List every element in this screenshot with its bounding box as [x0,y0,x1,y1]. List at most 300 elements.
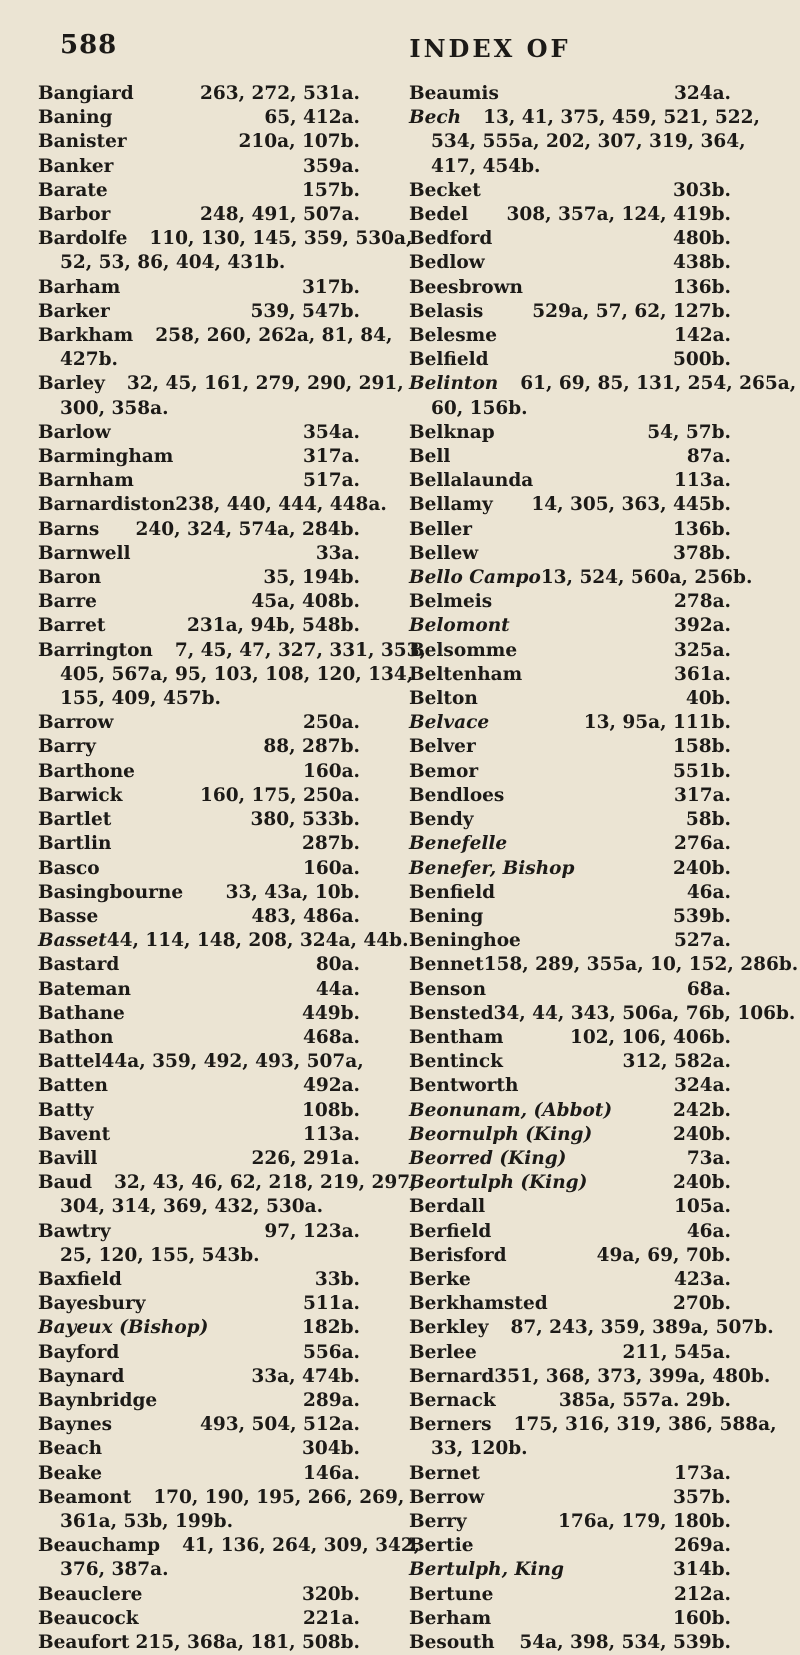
entry-references: 34, 44, 343, 506a, 76b, 106b. [493,1002,796,1024]
entry-references: 240b. [673,857,731,879]
entry-references: 44a, 359, 492, 493, 507a, [101,1051,364,1073]
index-entry [409,1534,731,1558]
entry-references: 438b. [673,252,731,274]
entry-name: Beonunam, (Abbot) [409,1099,613,1121]
entry-references: 113a. [673,470,731,492]
entry-name: Barmingham [38,446,174,468]
entry-name: Barbor [38,204,111,226]
index-entry-row [38,203,360,227]
entry-references: 160, 175, 250a. [199,784,360,806]
index-entry [38,784,360,808]
entry-continuation: 361a, 53b, 199b. [60,1510,234,1532]
index-entry-row [38,1413,360,1437]
index-entry [38,1389,360,1413]
index-entry [38,1171,417,1219]
index-entry-row [409,953,799,977]
entry-name: Beach [38,1438,103,1460]
index-entry-row [38,1292,360,1316]
index-entry-row [409,1026,731,1050]
index-column-right [409,82,799,1655]
index-entry-row [409,251,731,275]
entry-name: Bayesbury [38,1293,146,1315]
entry-name: Barnwell [38,542,131,564]
index-entry [409,1510,731,1534]
index-entry [409,832,731,856]
entry-name: Belmeis [409,591,493,613]
entry-name: Berfield [409,1220,492,1242]
entry-references: 80a. [315,954,360,976]
index-entry-row [38,1002,360,1026]
index-entry-row [409,300,731,324]
entry-name: Bayeux (Bishop) [38,1317,209,1339]
index-entry-row [38,1631,360,1655]
entry-references: 468a. [302,1026,360,1048]
entry-name: Becket [409,179,481,201]
entry-name: Barlow [38,421,111,443]
entry-references: 105a. [673,1196,731,1218]
entry-name: Bendloes [409,784,505,806]
index-entry [38,614,360,638]
index-entry [409,590,731,614]
index-entry [409,1316,774,1340]
index-entry [409,372,797,420]
entry-name: Barwick [38,784,123,806]
entry-name: Bernack [409,1389,496,1411]
entry-name: Bedlow [409,252,485,274]
entry-references: 308, 357a, 124, 419b. [506,204,731,226]
entry-references: 480b. [673,228,731,250]
index-entry [409,1413,777,1461]
index-entry [38,1220,360,1268]
index-entry [38,421,360,445]
entry-name: Bedford [409,228,493,250]
entry-name: Batty [38,1099,94,1121]
index-entry [409,1558,731,1582]
entry-name: Baynbridge [38,1389,158,1411]
entry-references: 113a. [302,1123,360,1145]
entry-name: Beller [409,518,472,540]
index-entry [409,1195,731,1219]
entry-references: 33b. [314,1268,360,1290]
index-entry [38,82,360,106]
entry-references: 32, 45, 161, 279, 290, 291, [126,373,404,395]
index-entry [38,711,360,735]
index-entry [409,639,731,663]
entry-references: 324a. [673,1075,731,1097]
entry-name: Barthone [38,760,135,782]
entry-references: 110, 130, 145, 359, 530a, [149,228,413,250]
index-entry-row [409,445,731,469]
entry-continuation: 300, 358a. [60,397,169,419]
index-entry-row [38,372,404,396]
entry-name: Bernard [409,1365,495,1387]
entry-references: 551b. [673,760,731,782]
index-entry-row [409,566,753,590]
entry-references: 392a. [673,615,731,637]
index-entry-row [38,1099,360,1123]
index-entry-row [38,978,360,1002]
index-entry [409,663,731,687]
index-entry-row [38,929,409,953]
entry-references: 317a. [673,784,731,806]
entry-name: Barrington [38,639,153,661]
entry-references: 269a. [673,1535,731,1557]
index-entry [38,590,360,614]
index-entry [38,1026,360,1050]
index-entry-row [38,735,360,759]
entry-references: 320b. [302,1583,360,1605]
index-entry [409,1462,731,1486]
index-entry-row [38,711,360,735]
entry-name: Bertie [409,1535,474,1557]
index-entry [38,1050,364,1074]
index-entry [409,493,731,517]
index-entry [38,1316,360,1340]
entry-references: 317b. [302,276,360,298]
entry-references: 380, 533b. [250,809,360,831]
entry-references: 354a. [302,421,360,443]
entry-references: 556a. [302,1341,360,1363]
entry-references: 317a. [302,446,360,468]
index-entry [38,1268,360,1292]
index-entry-row [38,227,413,251]
entry-name: Basset [38,930,107,952]
entry-references: 240, 324, 574a, 284b. [135,518,360,540]
index-entry-row [409,1050,731,1074]
entry-name: Berrow [409,1486,485,1508]
entry-references: 157b. [302,179,360,201]
index-entry [409,760,731,784]
entry-references: 539b. [673,905,731,927]
entry-references: 314b. [673,1559,731,1581]
entry-continuation: 304, 314, 369, 432, 530a. [60,1196,324,1218]
entry-references: 211, 545a. [622,1341,731,1363]
entry-continuation: 417, 454b. [431,155,541,177]
index-entry-row [409,808,731,832]
index-entry [38,445,360,469]
index-entry [409,881,731,905]
index-entry-row [38,445,360,469]
entry-references: 215, 368a, 181, 508b. [135,1632,360,1653]
entry-name: Baning [38,107,113,129]
entry-continuation: 33, 120b. [431,1438,528,1460]
entry-references: 210a, 107b. [238,131,360,153]
entry-references: 68a. [686,978,731,1000]
index-entry-row [409,1147,731,1171]
index-entry [409,324,731,348]
index-entry-row [38,1147,360,1171]
index-entry [38,1099,360,1123]
entry-name: Beaumis [409,83,499,104]
index-entry [38,324,393,372]
entry-references: 65, 412a. [264,107,360,129]
entry-name: Barkham [38,325,134,347]
entry-references: 287b. [302,833,360,855]
entry-references: 242b. [673,1099,731,1121]
entry-name: Beamont [38,1486,132,1508]
index-entry-row [38,518,360,542]
entry-continuation: 405, 567a, 95, 103, 108, 120, 134, [60,663,414,685]
index-entry [409,1486,731,1510]
entry-name: Barry [38,736,96,758]
index-entry [38,518,360,542]
entry-name: Belesme [409,325,497,347]
index-entry-row [38,1607,360,1631]
index-entry [409,106,760,179]
entry-references: 263, 272, 531a. [199,83,360,104]
index-entry [409,276,731,300]
entry-name: Benefer, Bishop [409,857,575,879]
entry-name: Beaucock [38,1607,139,1629]
index-entry-row [38,905,360,929]
index-entry-row [38,953,360,977]
entry-references: 182b. [302,1317,360,1339]
entry-references: 87, 243, 359, 389a, 507b. [510,1317,774,1339]
index-entry [38,832,360,856]
entry-references: 226, 291a. [251,1147,360,1169]
index-entry [38,227,413,275]
index-entry [38,953,360,977]
entry-references: 49a, 69, 70b. [596,1244,731,1266]
index-entry-row [409,1631,731,1655]
index-entry [409,1123,731,1147]
index-entry-row [409,348,731,372]
index-entry-row [38,760,360,784]
index-entry [38,1534,421,1582]
entry-references: 527a. [673,930,731,952]
index-entry-row [409,106,760,130]
index-entry [38,493,387,517]
index-entry-row [38,130,360,154]
entry-references: 13, 41, 375, 459, 521, 522, [483,107,760,129]
index-entry [38,1341,360,1365]
index-entry [409,711,731,735]
index-entry-row [38,614,360,638]
entry-name: Beorred (King) [409,1147,567,1169]
index-entry [38,1607,360,1631]
entry-references: 13, 524, 560a, 256b. [540,567,753,589]
index-entry-row [409,614,731,638]
entry-name: Bawtry [38,1220,111,1242]
entry-name: Bernet [409,1462,480,1484]
index-entry-row [409,784,731,808]
index-entry [38,1147,360,1171]
index-entry [409,1389,731,1413]
index-entry-row [38,493,387,517]
index-entry-row [38,566,360,590]
entry-references: 517a. [302,470,360,492]
entry-name: Belfield [409,349,489,371]
index-entry-row [409,1413,777,1437]
entry-name: Berry [409,1510,467,1532]
index-entry-row [409,1074,731,1098]
index-entry-row [409,881,731,905]
index-entry-row [409,227,731,251]
entry-references: 351, 368, 373, 399a, 480b. [494,1365,771,1387]
index-entry-row [38,1365,360,1389]
index-entry [38,905,360,929]
entry-name: Beornulph (King) [409,1123,593,1145]
entry-name: Berkhamsted [409,1293,548,1315]
entry-name: Beake [38,1462,102,1484]
index-entry-row [409,760,731,784]
index-entry [38,542,360,566]
entry-references: 33, 43a, 10b. [225,881,360,903]
index-entry [409,808,731,832]
index-entry-row [409,1389,731,1413]
index-entry [409,1050,731,1074]
entry-name: Baxfield [38,1268,122,1290]
entry-name: Bellalaunda [409,470,534,492]
entry-references: 304b. [302,1438,360,1460]
entry-name: Benfield [409,881,496,903]
index-entry [409,203,731,227]
index-entry-row [409,203,731,227]
index-entry-row [38,82,360,106]
page-header [60,30,720,70]
index-entry [38,1583,360,1607]
entry-name: Bertune [409,1583,494,1605]
entry-references: 61, 69, 85, 131, 254, 265a, [520,373,797,395]
index-entry [409,1220,731,1244]
index-entry-row [409,1099,731,1123]
entry-name: Bennet [409,954,484,976]
index-entry-row [409,1268,731,1292]
index-entry [409,227,731,251]
entry-references: 276a. [673,833,731,855]
entry-continuation: 25, 120, 155, 543b. [60,1244,260,1266]
index-entry-row [409,1510,731,1534]
entry-name: Bentworth [409,1075,519,1097]
entry-name: Belasis [409,300,484,322]
index-entry-row [409,735,731,759]
entry-name: Bertulph, King [409,1559,564,1581]
entry-references: 54a, 398, 534, 539b. [519,1632,731,1653]
index-entry [38,978,360,1002]
index-entry-row [409,1365,771,1389]
index-entry-row [38,784,360,808]
entry-name: Beauchamp [38,1535,161,1557]
index-entry [38,735,360,759]
entry-name: Belver [409,736,476,758]
index-entry-row [409,832,731,856]
entry-name: Barret [38,615,106,637]
entry-name: Bellew [409,542,479,564]
index-entry-row [409,276,731,300]
index-entry-row [409,1462,731,1486]
entry-name: Baron [38,567,102,589]
index-entry-row [409,82,731,106]
entry-name: Barate [38,179,108,201]
index-entry-row [38,1583,360,1607]
index-entry-row [409,1195,731,1219]
index-entry [38,1365,360,1389]
entry-references: 325a. [673,639,731,661]
index-entry [409,469,731,493]
index-entry [38,1292,360,1316]
entry-name: Beortulph (King) [409,1172,588,1194]
entry-name: Bastard [38,954,120,976]
index-entry-row [38,1268,360,1292]
index-entry-row [38,542,360,566]
entry-name: Bavill [38,1147,98,1169]
entry-name: Berke [409,1268,471,1290]
index-entry [409,1292,731,1316]
index-entry-row [409,857,731,881]
index-entry [38,106,360,130]
entry-name: Bathon [38,1026,114,1048]
index-entry [38,1413,360,1437]
index-entry [409,1026,731,1050]
entry-references: 46a. [686,1220,731,1242]
index-entry [409,1341,731,1365]
entry-references: 240b. [673,1172,731,1194]
index-entry-row [409,518,731,542]
index-entry [38,566,360,590]
index-entry-row [409,1123,731,1147]
index-entry-row [409,711,731,735]
index-entry-row [409,663,731,687]
index-entry-row [38,1123,360,1147]
entry-references: 423a. [673,1268,731,1290]
entry-references: 46a. [686,881,731,903]
entry-name: Barrow [38,712,114,734]
index-entry [409,251,731,275]
entry-references: 324a. [673,83,731,104]
entry-name: Barnham [38,470,134,492]
index-entry-row [409,421,731,445]
index-entry-row [38,1171,417,1195]
entry-name: Barley [38,373,105,395]
entry-continuation: 376, 387a. [60,1559,169,1581]
index-entry [38,179,360,203]
entry-references: 108b. [302,1099,360,1121]
index-entry [38,1462,360,1486]
entry-name: Bavent [38,1123,111,1145]
index-entry [409,300,731,324]
index-entry-row [409,469,731,493]
entry-references: 160a. [302,857,360,879]
index-entry-row [409,978,731,1002]
entry-continuation: 534, 555a, 202, 307, 319, 364, [431,131,746,153]
entry-references: 33a, 474b. [251,1365,360,1387]
entry-references: 88, 287b. [263,736,360,758]
index-entry [409,1631,731,1655]
entry-references: 357b. [673,1486,731,1508]
entry-name: Bangiard [38,83,134,104]
index-entry-row [38,276,360,300]
index-entry-row [38,639,426,663]
entry-references: 87a. [686,446,731,468]
entry-name: Battel [38,1051,102,1073]
index-entry [38,808,360,832]
index-entry [409,1268,731,1292]
index-entry [38,881,360,905]
entry-references: 289a. [302,1389,360,1411]
entry-name: Barns [38,518,100,540]
entry-references: 32, 43, 46, 62, 218, 219, 297, [114,1172,417,1194]
entry-references: 231a, 94b, 548b. [186,615,360,637]
index-entry [409,445,731,469]
index-entry-row [409,905,731,929]
entry-references: 158b. [673,736,731,758]
index-entry-row [38,1437,360,1461]
entry-references: 378b. [673,542,731,564]
entry-name: Belknap [409,421,495,443]
index-entry-row [38,1074,360,1098]
index-entry-row [409,1292,731,1316]
index-entry-row [38,832,360,856]
